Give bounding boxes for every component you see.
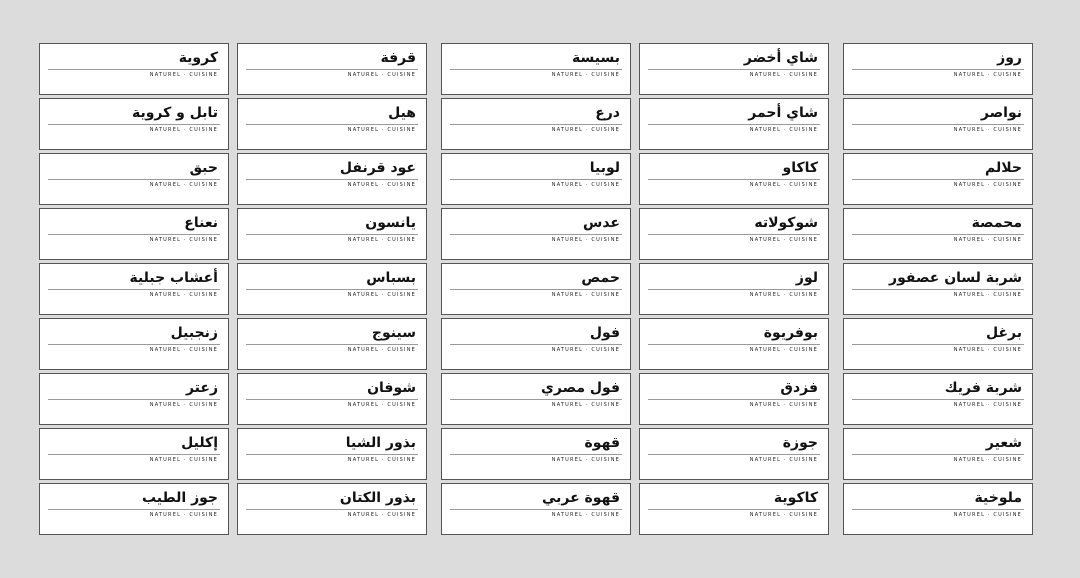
label-divider: [648, 179, 820, 180]
label-divider: [450, 124, 622, 125]
label-brand: NATUREL · CUISINE: [551, 72, 620, 78]
spice-label: [639, 43, 829, 95]
label-brand: NATUREL · CUISINE: [953, 457, 1022, 463]
label-name: كروية: [178, 50, 218, 66]
label-name: شوفان: [367, 380, 416, 396]
label-name: نعناع: [184, 215, 218, 231]
label-name: نواصر: [980, 105, 1022, 121]
label-name: شوكولاته: [754, 215, 818, 231]
spice-label: [441, 318, 631, 370]
label-divider: [648, 399, 820, 400]
spice-label: [639, 98, 829, 150]
label-name: قرفة: [380, 50, 416, 66]
label-name: حلالم: [985, 160, 1022, 176]
label-brand: NATUREL · CUISINE: [347, 292, 416, 298]
label-name: عود قرنفل: [339, 160, 416, 176]
spice-label: [843, 428, 1033, 480]
label-brand: NATUREL · CUISINE: [149, 347, 218, 353]
label-brand: NATUREL · CUISINE: [347, 237, 416, 243]
label-brand: NATUREL · CUISINE: [149, 512, 218, 518]
spice-label: [441, 153, 631, 205]
spice-label: [39, 153, 229, 205]
label-divider: [48, 289, 220, 290]
spice-label: [237, 98, 427, 150]
label-name: محمصة: [971, 215, 1022, 231]
label-name: هيل: [388, 105, 416, 121]
label-brand: NATUREL · CUISINE: [347, 457, 416, 463]
label-divider: [852, 399, 1024, 400]
label-divider: [246, 124, 418, 125]
label-divider: [648, 344, 820, 345]
label-name: قهوة: [584, 435, 620, 451]
spice-label: [39, 483, 229, 535]
label-brand: NATUREL · CUISINE: [953, 347, 1022, 353]
label-name: فول: [589, 325, 620, 341]
label-brand: NATUREL · CUISINE: [347, 182, 416, 188]
label-name: شعير: [985, 435, 1022, 451]
label-name: ملوخية: [974, 490, 1022, 506]
label-name: تابل و كروية: [131, 105, 218, 121]
label-name: كاكاو: [782, 160, 818, 176]
spice-label: [843, 153, 1033, 205]
spice-label: [441, 373, 631, 425]
spice-label: [639, 263, 829, 315]
label-divider: [852, 289, 1024, 290]
label-divider: [450, 509, 622, 510]
label-divider: [450, 399, 622, 400]
label-brand: NATUREL · CUISINE: [953, 127, 1022, 133]
label-name: فزدق: [780, 380, 818, 396]
label-divider: [450, 344, 622, 345]
label-name: شربة فريك: [944, 380, 1022, 396]
label-divider: [48, 399, 220, 400]
label-brand: NATUREL · CUISINE: [149, 457, 218, 463]
label-divider: [450, 179, 622, 180]
label-name: سينوج: [371, 325, 416, 341]
spice-label: [441, 208, 631, 260]
label-name: قهوة عربي: [541, 490, 620, 506]
spice-label: [639, 208, 829, 260]
spice-label: [441, 428, 631, 480]
label-name: إكليل: [181, 435, 218, 451]
label-divider: [246, 69, 418, 70]
label-name: بوفريوة: [763, 325, 818, 341]
label-divider: [450, 289, 622, 290]
label-brand: NATUREL · CUISINE: [347, 402, 416, 408]
label-brand: NATUREL · CUISINE: [551, 402, 620, 408]
label-brand: NATUREL · CUISINE: [551, 347, 620, 353]
label-name: جوزة: [782, 435, 818, 451]
label-name: لوز: [795, 270, 818, 286]
spice-label: [237, 263, 427, 315]
label-brand: NATUREL · CUISINE: [749, 512, 818, 518]
spice-label: [39, 263, 229, 315]
label-name: أعشاب جبلية: [129, 270, 218, 286]
label-brand: NATUREL · CUISINE: [149, 127, 218, 133]
spice-label: [843, 98, 1033, 150]
spice-label: [39, 43, 229, 95]
label-name: بسيسة: [572, 50, 620, 66]
label-name: شربة لسان عصفور: [889, 270, 1022, 286]
label-brand: NATUREL · CUISINE: [149, 292, 218, 298]
label-name: درع: [595, 105, 620, 121]
label-brand: NATUREL · CUISINE: [551, 292, 620, 298]
label-divider: [48, 509, 220, 510]
label-brand: NATUREL · CUISINE: [953, 237, 1022, 243]
spice-label: [237, 43, 427, 95]
label-brand: NATUREL · CUISINE: [551, 457, 620, 463]
label-name: فول مصري: [541, 380, 620, 396]
label-name: زنجبيل: [170, 325, 218, 341]
label-divider: [246, 399, 418, 400]
label-divider: [246, 509, 418, 510]
spice-label: [441, 263, 631, 315]
label-brand: NATUREL · CUISINE: [149, 237, 218, 243]
label-brand: NATUREL · CUISINE: [347, 127, 416, 133]
label-divider: [246, 289, 418, 290]
spice-label: [39, 428, 229, 480]
spice-label: [39, 373, 229, 425]
spice-label: [441, 483, 631, 535]
label-name: بسباس: [366, 270, 416, 286]
label-divider: [246, 234, 418, 235]
label-brand: NATUREL · CUISINE: [149, 182, 218, 188]
spice-label: [441, 98, 631, 150]
label-name: بذور الكتان: [339, 490, 416, 506]
label-name: برغل: [985, 325, 1022, 341]
label-divider: [648, 124, 820, 125]
label-divider: [48, 344, 220, 345]
spice-label: [843, 208, 1033, 260]
spice-label: [639, 153, 829, 205]
label-divider: [48, 454, 220, 455]
label-divider: [852, 234, 1024, 235]
label-divider: [246, 344, 418, 345]
label-divider: [648, 69, 820, 70]
label-brand: NATUREL · CUISINE: [749, 182, 818, 188]
label-brand: NATUREL · CUISINE: [551, 182, 620, 188]
label-divider: [48, 234, 220, 235]
spice-label: [39, 318, 229, 370]
label-divider: [852, 69, 1024, 70]
label-brand: NATUREL · CUISINE: [953, 512, 1022, 518]
label-name: شاي أحمر: [748, 105, 818, 121]
label-brand: NATUREL · CUISINE: [551, 237, 620, 243]
label-brand: NATUREL · CUISINE: [749, 72, 818, 78]
spice-label: [843, 318, 1033, 370]
spice-label: [237, 208, 427, 260]
label-brand: NATUREL · CUISINE: [347, 72, 416, 78]
label-divider: [648, 509, 820, 510]
label-name: روز: [997, 50, 1022, 66]
label-brand: NATUREL · CUISINE: [749, 347, 818, 353]
label-name: جوز الطيب: [141, 490, 218, 506]
label-brand: NATUREL · CUISINE: [749, 402, 818, 408]
label-divider: [648, 234, 820, 235]
label-name: حبق: [189, 160, 218, 176]
label-brand: NATUREL · CUISINE: [953, 402, 1022, 408]
label-divider: [852, 124, 1024, 125]
spice-label: [639, 318, 829, 370]
label-brand: NATUREL · CUISINE: [749, 127, 818, 133]
spice-label: [237, 318, 427, 370]
spice-label: [639, 373, 829, 425]
label-divider: [246, 179, 418, 180]
label-brand: NATUREL · CUISINE: [347, 512, 416, 518]
label-divider: [648, 454, 820, 455]
label-name: عدس: [583, 215, 620, 231]
label-brand: NATUREL · CUISINE: [749, 292, 818, 298]
label-divider: [48, 124, 220, 125]
label-divider: [852, 344, 1024, 345]
label-name: زعتر: [185, 380, 218, 396]
spice-label: [843, 263, 1033, 315]
label-divider: [246, 454, 418, 455]
spice-label: [843, 43, 1033, 95]
label-name: كاكوية: [773, 490, 818, 506]
spice-label: [237, 153, 427, 205]
label-brand: NATUREL · CUISINE: [149, 402, 218, 408]
spice-label: [441, 43, 631, 95]
label-name: حمص: [581, 270, 620, 286]
label-brand: NATUREL · CUISINE: [953, 72, 1022, 78]
label-brand: NATUREL · CUISINE: [953, 182, 1022, 188]
spice-label: [39, 98, 229, 150]
label-brand: NATUREL · CUISINE: [551, 127, 620, 133]
spice-label: [237, 373, 427, 425]
label-brand: NATUREL · CUISINE: [551, 512, 620, 518]
label-divider: [852, 454, 1024, 455]
label-divider: [48, 179, 220, 180]
label-brand: NATUREL · CUISINE: [149, 72, 218, 78]
label-brand: NATUREL · CUISINE: [749, 237, 818, 243]
spice-label: [39, 208, 229, 260]
label-divider: [648, 289, 820, 290]
label-divider: [48, 69, 220, 70]
label-divider: [852, 179, 1024, 180]
label-brand: NATUREL · CUISINE: [953, 292, 1022, 298]
spice-label: [843, 373, 1033, 425]
label-divider: [450, 454, 622, 455]
spice-label: [639, 483, 829, 535]
spice-label: [237, 483, 427, 535]
label-brand: NATUREL · CUISINE: [749, 457, 818, 463]
label-divider: [450, 234, 622, 235]
label-name: بذور الشيا: [345, 435, 416, 451]
label-name: لوبيا: [589, 160, 620, 176]
label-divider: [450, 69, 622, 70]
label-name: يانسون: [365, 215, 416, 231]
label-divider: [852, 509, 1024, 510]
spice-label: [237, 428, 427, 480]
spice-label: [843, 483, 1033, 535]
label-brand: NATUREL · CUISINE: [347, 347, 416, 353]
spice-label: [639, 428, 829, 480]
label-name: شاي أخضر: [743, 50, 818, 66]
